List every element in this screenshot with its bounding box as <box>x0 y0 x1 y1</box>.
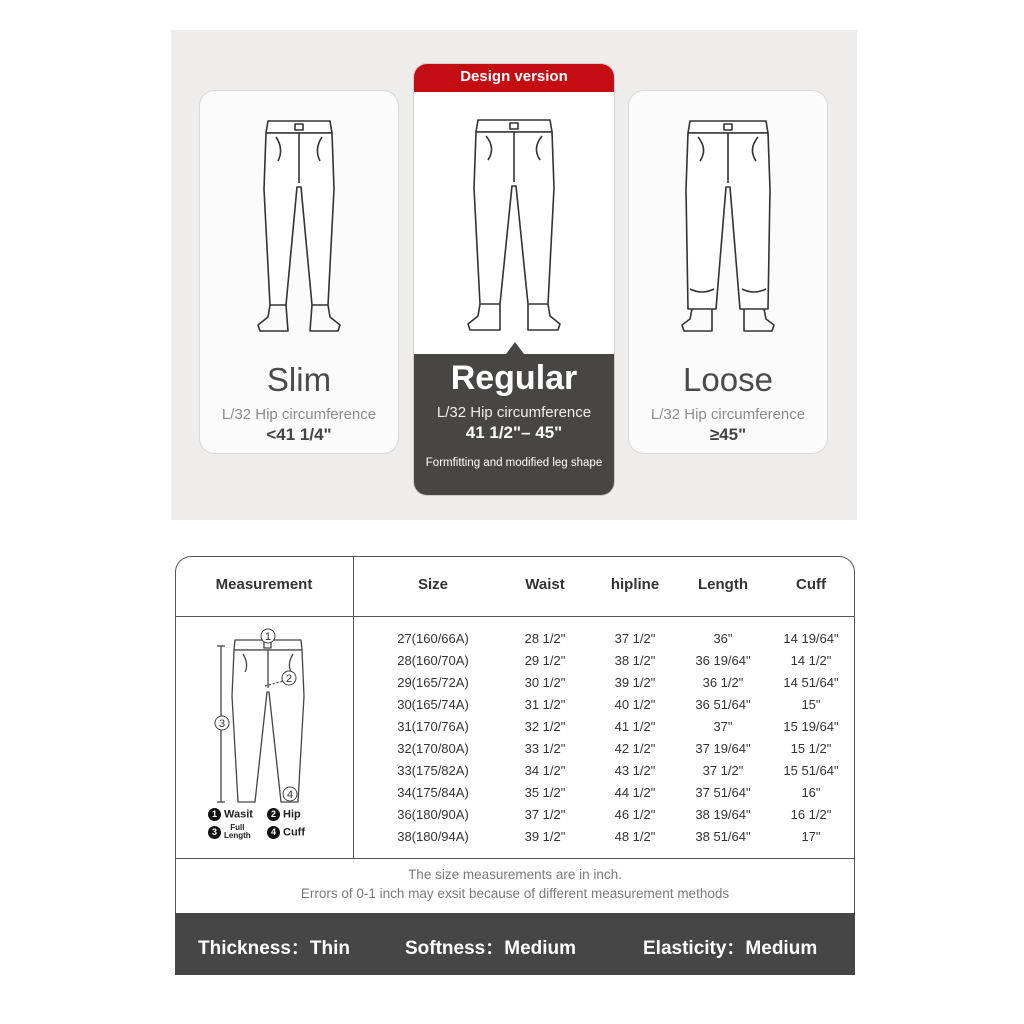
length-cell: 37" <box>713 719 733 734</box>
header-divider <box>175 616 855 617</box>
hipline-cell: 48 1/2" <box>614 829 656 844</box>
waist-cell: 35 1/2" <box>524 785 566 800</box>
note-divider <box>175 858 855 859</box>
hipline-cell: 44 1/2" <box>614 785 656 800</box>
waist-cell: 34 1/2" <box>524 763 566 778</box>
size-cell: 32(170/80A) <box>397 741 469 756</box>
fit-value: 41 1/2"– 45" <box>465 423 563 442</box>
waist-cell: 39 1/2" <box>524 829 566 844</box>
fit-value: ≥45" <box>709 425 747 444</box>
waist-cell: 29 1/2" <box>524 653 566 668</box>
measurement-diagram-icon <box>205 626 335 811</box>
legend-label: Hip <box>283 808 301 821</box>
hipline-cell: 46 1/2" <box>614 807 656 822</box>
hipline-cell: 40 1/2" <box>614 697 656 712</box>
size-cell: 29(165/72A) <box>397 675 469 690</box>
fit-caption: L/32 Hip circumference <box>650 406 806 423</box>
length-cell: 37 51/64" <box>695 785 751 800</box>
length-cell: 36 51/64" <box>695 697 751 712</box>
legend-dot: 2 <box>267 808 280 821</box>
cuff-cell: 16 1/2" <box>790 807 832 822</box>
fabric-properties-bar <box>175 913 855 975</box>
hipline-cell: 41 1/2" <box>614 719 656 734</box>
waist-cell: 31 1/2" <box>524 697 566 712</box>
fit-caption: L/32 Hip circumference <box>221 406 377 423</box>
softness-label: Softness：Medium <box>405 938 577 959</box>
fit-panel <box>171 30 857 520</box>
size-column <box>383 628 483 848</box>
fit-name: Regular <box>450 359 578 397</box>
marker-4: 4 <box>286 789 294 801</box>
legend-label: Wasit <box>224 808 253 821</box>
hipline-cell: 42 1/2" <box>614 741 656 756</box>
cuff-cell: 14 1/2" <box>790 653 832 668</box>
length-cell: 36 1/2" <box>702 675 744 690</box>
elasticity-label: Elasticity：Medium <box>643 938 818 959</box>
size-cell: 28(160/70A) <box>397 653 469 668</box>
fit-name: Slim <box>266 361 332 398</box>
fit-card-regular[interactable] <box>413 63 615 496</box>
legend-full-length <box>208 824 251 840</box>
length-cell: 36" <box>713 631 733 646</box>
hipline-cell: 43 1/2" <box>614 763 656 778</box>
legend-label: Length <box>224 831 251 840</box>
size-cell: 33(175/82A) <box>397 763 469 778</box>
length-cell: 38 51/64" <box>695 829 751 844</box>
header-hipline: hipline <box>610 576 660 593</box>
size-cell: 38(180/94A) <box>397 829 469 844</box>
waist-cell: 37 1/2" <box>524 807 566 822</box>
length-cell: 36 19/64" <box>695 653 751 668</box>
size-cell: 36(180/90A) <box>397 807 469 822</box>
cuff-cell: 17" <box>801 829 821 844</box>
legend-waist <box>208 808 253 821</box>
cuff-cell: 15 51/64" <box>783 763 839 778</box>
waist-cell: 28 1/2" <box>524 631 566 646</box>
slim-pants-icon <box>254 109 344 334</box>
header-cuff: Cuff <box>796 576 826 593</box>
fit-caption: L/32 Hip circumference <box>436 404 592 421</box>
cuff-cell: 15 19/64" <box>783 719 839 734</box>
fit-card-slim[interactable] <box>199 90 399 454</box>
length-column <box>683 628 763 848</box>
regular-details <box>414 354 614 495</box>
length-cell: 37 1/2" <box>702 763 744 778</box>
header-length: Length <box>698 576 748 593</box>
marker-2: 2 <box>285 673 293 685</box>
fit-note: Formfitting and modified leg shape <box>425 457 603 469</box>
fit-value: <41 1/4" <box>266 425 332 444</box>
thickness-label: Thickness：Thin <box>198 938 351 959</box>
cuff-cell: 16" <box>801 785 821 800</box>
cuff-column <box>771 628 851 848</box>
design-version-tab: Design version <box>414 64 614 92</box>
fit-name: Loose <box>683 361 773 398</box>
header-size: Size <box>417 576 448 593</box>
size-cell: 31(170/76A) <box>397 719 469 734</box>
marker-1: 1 <box>264 631 272 643</box>
waist-cell: 33 1/2" <box>524 741 566 756</box>
size-cell: 30(165/74A) <box>397 697 469 712</box>
legend-dot: 1 <box>208 808 221 821</box>
legend-cuff <box>267 826 305 839</box>
hipline-cell: 39 1/2" <box>614 675 656 690</box>
hipline-cell: 38 1/2" <box>614 653 656 668</box>
cuff-cell: 14 51/64" <box>783 675 839 690</box>
length-cell: 38 19/64" <box>695 807 751 822</box>
size-cell: 27(160/66A) <box>397 631 469 646</box>
header-waist: Waist <box>525 576 565 593</box>
note-units: The size measurements are in inch. <box>408 867 622 882</box>
marker-3: 3 <box>218 718 226 730</box>
hipline-cell: 37 1/2" <box>614 631 656 646</box>
legend-label: Cuff <box>283 826 305 839</box>
cuff-cell: 15" <box>801 697 821 712</box>
hipline-column <box>595 628 675 848</box>
legend-hip <box>267 808 301 821</box>
note-errors: Errors of 0-1 inch may exsit because of different measurement methods <box>300 886 730 901</box>
cuff-cell: 15 1/2" <box>790 741 832 756</box>
waist-column <box>505 628 585 848</box>
header-measurement: Measurement <box>215 576 313 593</box>
cuff-cell: 14 19/64" <box>783 631 839 646</box>
legend-dot: 4 <box>267 826 280 839</box>
legend-label: Full <box>230 823 245 832</box>
size-table <box>175 556 855 976</box>
legend-dot: 3 <box>208 826 221 839</box>
waist-cell: 32 1/2" <box>524 719 566 734</box>
loose-pants-icon <box>678 109 778 334</box>
fit-card-loose[interactable] <box>628 90 828 454</box>
length-cell: 37 19/64" <box>695 741 751 756</box>
regular-pants-icon <box>464 108 564 333</box>
waist-cell: 30 1/2" <box>524 675 566 690</box>
column-divider <box>353 556 354 858</box>
size-cell: 34(175/84A) <box>397 785 469 800</box>
